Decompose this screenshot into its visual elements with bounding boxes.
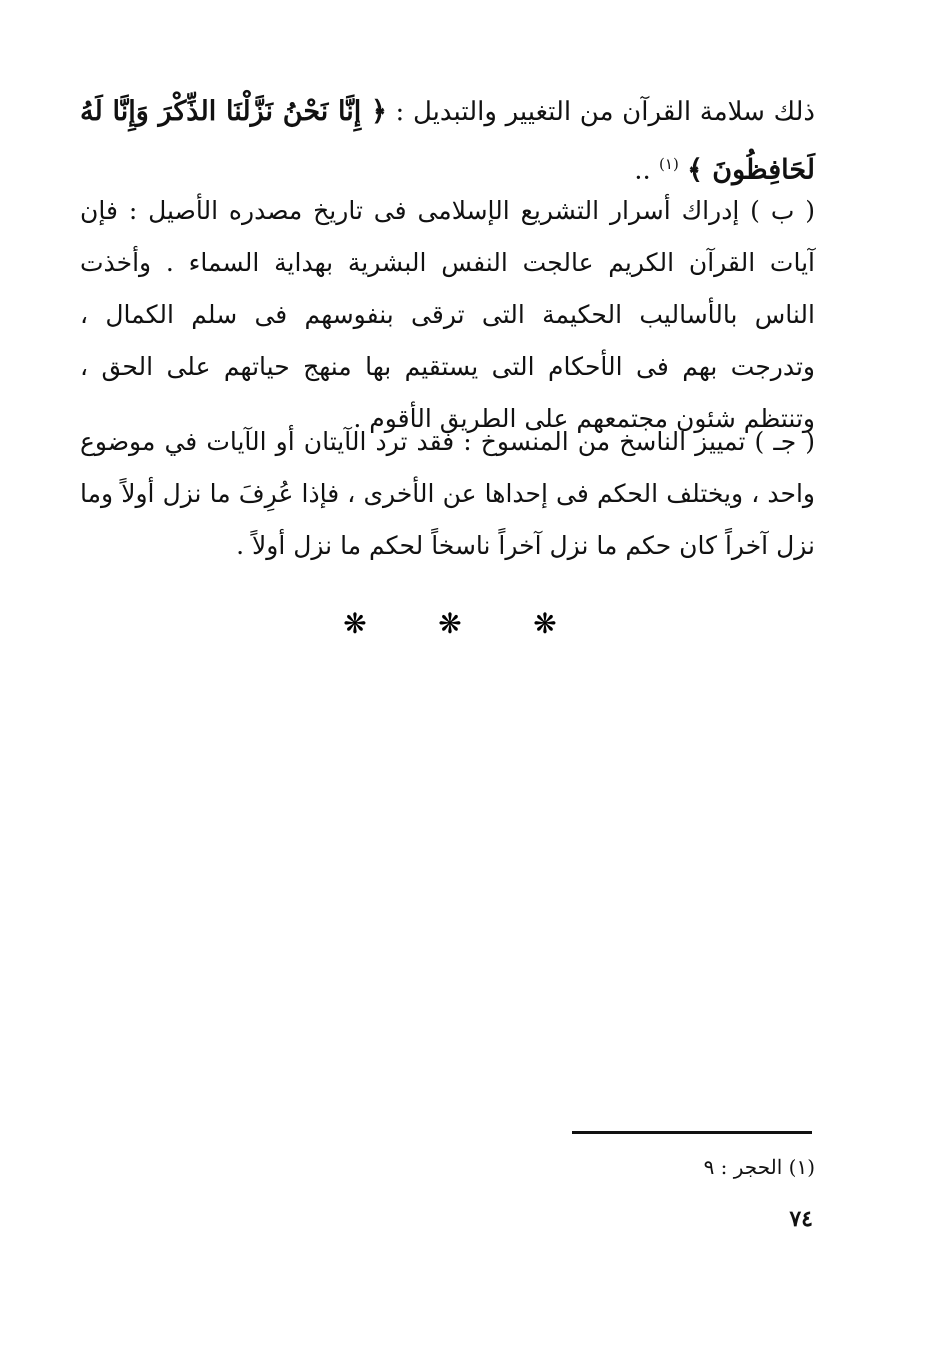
separator-star-icon: ❋ (533, 607, 557, 640)
paragraph-tail: .. (634, 155, 660, 186)
page-number: ٧٤ (789, 1206, 813, 1232)
separator-star-icon: ❋ (438, 607, 462, 640)
footnote-divider (572, 1131, 812, 1134)
paragraph-c-text: ( جـ ) تمييز الناسخ من المنسوخ : فقد ترد الآيتان أو الآيات في موضوع واحد ، ويختلف الحكم فى إحداها عن الأخرى ، فإذا عُرِفَ ما نزل أولاً وما نزل آخراً كان حكم ما نزل آخراً ناسخاً لحكم ما نزل أولاً . (80, 427, 815, 560)
paragraph-c (80, 416, 861, 572)
footnote-reference: (١) (659, 155, 679, 173)
paragraph-verse-preservation (80, 86, 815, 197)
paragraph-b (80, 185, 861, 445)
quran-verse: ﴿ إِنَّا نَحْنُ نَزَّلْنَا الذِّكْرَ وَإِنَّا لَهُ لَحَافِظُونَ ﴾ (80, 96, 815, 186)
section-separator (340, 604, 560, 644)
separator-star-icon: ❋ (343, 607, 367, 640)
footnote: (١) الحجر : ٩ (703, 1155, 815, 1179)
paragraph-b-text: ( ب ) إدراك أسرار التشريع الإسلامى فى تاريخ مصدره الأصيل : فإن آيات القرآن الكريم عالجت النفس البشرية بهداية السماء . وأخذت الناس بالأساليب الحكيمة التى ترقى بنفوسهم فى سلم الكمال ، وتدرجت بهم فى الأحكام التى يستقيم بها منهج حياتهم على الحق ، وتنتظم شئون مجتمعهم على الطريق الأقوم . (80, 196, 815, 433)
paragraph-intro-text: ذلك سلامة القرآن من التغيير والتبديل : (386, 97, 815, 127)
